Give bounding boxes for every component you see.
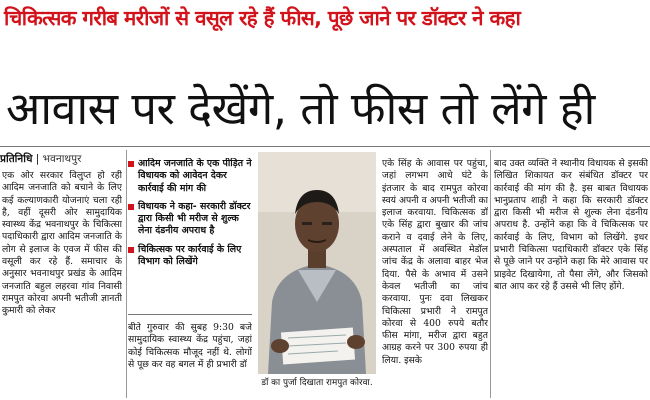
- byline-separator: |: [35, 153, 43, 165]
- byline: [0, 152, 120, 166]
- kicker-headline: चिकित्सक गरीब मरीजों से वसूल रहे हैं फीस, पूछे जाने पर डॉक्टर ने कहा: [4, 6, 521, 30]
- column-divider: [126, 150, 127, 398]
- photo-caption: डॉ का पुर्जा दिखाता रामपुत कोरवा.: [261, 378, 373, 388]
- highlight-item: चिकित्सक पर कार्रवाई के लिए विभाग को लिखेंगे: [128, 244, 252, 269]
- article-column-4: बाद उक्त व्यक्ति ने स्थानीय विधायक से इसकी लिखित शिकायत कर संबंधित डॉक्टर पर कार्रवाई की मांग की है. इस बाबत विधायक भानुप्रताप शाही ने कहा कि सरकारी डॉक्टर द्वारा किसी भी मरीज से शुल्क लेना दंडनीय अपराध है. उन्होंने कहा कि वे चिकित्सक पर कार्रवाई के लिए, विभाग को लिखेंगे. इधर प्रभारी चिकित्सा पदाधिकारी डॉक्टर एके सिंह से पूछे जाने पर उन्होंने कहा कि मेरे आवास पर प्राइवेट दिखायेगा, तो पैसा लेंगे, और जिसको बात आप कर रहे हैं उससे भी लिए होंगे.: [494, 158, 648, 292]
- news-photo: [258, 152, 376, 374]
- byline-place: भवनाथपुर: [42, 153, 82, 165]
- highlight-item: विधायक ने कहा- सरकारी डॉक्टर द्वारा किसी भी मरीज से शुल्क लेना दंडनीय अपराध है: [128, 201, 252, 238]
- highlights-box: [128, 158, 252, 308]
- byline-author: प्रतिनिधि: [0, 153, 33, 165]
- article-column-1: एक ओर सरकार विलुप्त हो रही आदिम जनजाति को बचाने के लिए कई कल्याणकारी योजनाएं चला रही है, वहीं दूसरी ओर सामुदायिक स्वास्थ्य केंद्र भवनाथपुर के चिकित्सा पदाधिकारी द्वारा आदिम जनजाति के लोग से इलाज के एवज में फीस की वसूली कर रहे हैं. समाचार के अनुसार भवनाथपुर प्रखंड के आदिम जनजाति बहुल लहरवा गांव निवासी रामपुत कोरवा अपनी भतीजी ज्ञानती कुमारी को लेकर: [2, 170, 122, 317]
- article-column-2: बीते गुरुवार की सुबह 9:30 बजे सामुदायिक स्वास्थ्य केंद्र पहुंचा, जहां कोई चिकित्सक मौजूद नहीं थे. लोगों से पूछ कर वह बगल में ही प्रभारी डॉ: [128, 322, 252, 370]
- photo-illustration: [258, 152, 376, 374]
- headline-divider: [0, 146, 650, 147]
- article-column-3: एके सिंह के आवास पर पहुंचा, जहां लगभग आधे घंटे के इंतजार के बाद रामपुत कोरवा स्वयं अपनी व अपनी भतीजी का इलाज करवाया. चिकित्सक डॉ एके सिंह द्वारा बुखार की जांच कराने व दवाई लेने के लिए, अस्पताल में अवस्थित मेडॉल जांच केंद्र के अलावा बाहर भेज दिया. पैसे के अभाव में उसने केवल भतीजी का जांच करवाया. पुनः दवा लिखकर चिकित्सा प्रभारी ने रामपुत कोरवा से 400 रुपये बतौर फीस मांगा, मरीज द्वारा बहुत आग्रह करने पर 300 रुपया ही लिया. इसके: [382, 158, 488, 366]
- highlights-divider: [128, 314, 252, 315]
- main-headline: आवास पर देखेंगे, तो फीस तो लेंगे ही: [6, 82, 595, 135]
- column-divider: [490, 150, 491, 398]
- highlight-item: आदिम जनजाति के एक पीड़ित ने विधायक को आवेदन देकर कार्रवाई की मांग की: [128, 158, 252, 195]
